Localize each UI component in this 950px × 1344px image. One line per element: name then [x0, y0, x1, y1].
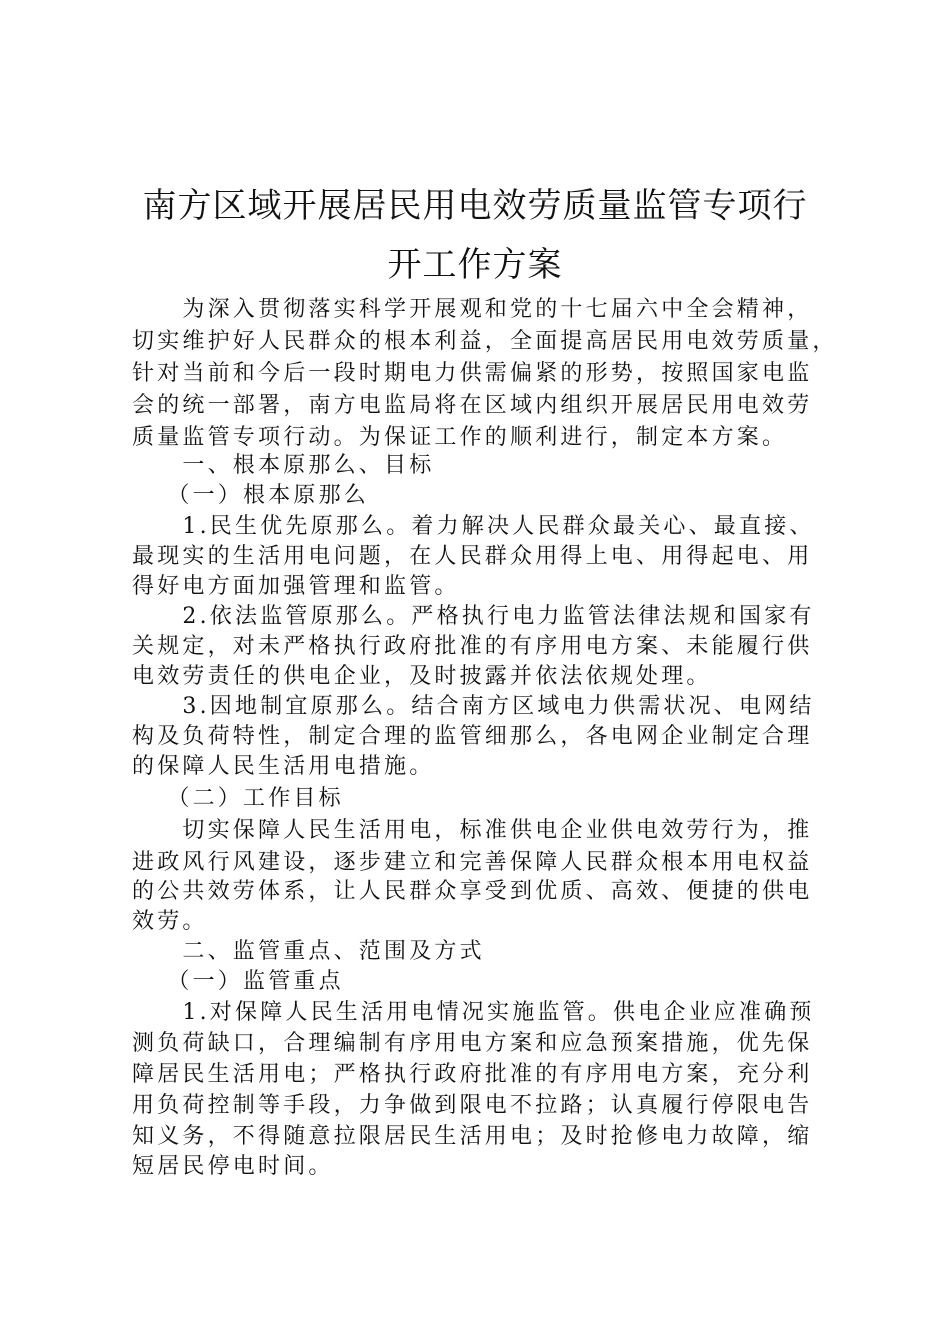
body-line: 针对当前和今后一段时期电力供需偏紧的形势，按照国家电监: [132, 361, 813, 386]
document-title-line-2: 开工作方案: [387, 245, 563, 285]
section-heading: 二、监管重点、范围及方式: [132, 939, 485, 964]
body-line: 知义务，不得随意拉限居民生活用电；及时抢修电力故障，缩: [132, 1124, 813, 1149]
body-line: 2.依法监管原那么。严格执行电力监管法律法规和国家有: [132, 604, 815, 629]
subsection-heading: （二）工作目标: [132, 786, 344, 811]
body-line: 会的统一部署，南方电监局将在区域内组织开展居民用电效劳: [132, 393, 813, 418]
body-line: 的保障人民生活用电措施。: [132, 754, 435, 779]
body-line: 的公共效劳体系，让人民群众享受到优质、高效、便捷的供电: [132, 879, 813, 904]
subsection-heading: （一）监管重点: [132, 969, 344, 994]
body-line: 3.因地制宜原那么。结合南方区域电力供需状况、电网结: [132, 694, 815, 719]
body-line: 测负荷缺口，合理编制有序用电方案和应急预案措施，优先保: [132, 1031, 813, 1056]
body-line: 电效劳责任的供电企业，及时披露并依法依规处理。: [132, 664, 712, 689]
body-line: 切实保障人民生活用电，标准供电企业供电效劳行为，推: [132, 818, 813, 843]
body-line: 切实维护好人民群众的根本利益，全面提高居民用电效劳质量，: [132, 329, 838, 354]
body-line: 关规定，对未严格执行政府批准的有序用电方案、未能履行供: [132, 634, 813, 659]
subsection-heading: （一）根本原那么: [132, 483, 369, 508]
body-line: 为深入贯彻落实科学开展观和党的十七届六中全会精神，: [132, 297, 813, 322]
body-line: 用负荷控制等手段，力争做到限电不拉路；认真履行停限电告: [132, 1093, 813, 1118]
body-line: 1.民生优先原那么。着力解决人民群众最关心、最直接、: [132, 514, 815, 539]
section-heading: 一、根本原那么、目标: [132, 453, 435, 478]
body-line: 构及负荷特性，制定合理的监管细那么，各电网企业制定合理: [132, 724, 813, 749]
body-line: 得好电方面加强管理和监管。: [132, 574, 460, 599]
body-line: 质量监管专项行动。为保证工作的顺利进行，制定本方案。: [132, 425, 788, 450]
body-line: 最现实的生活用电问题，在人民群众用得上电、用得起电、用: [132, 544, 813, 569]
body-line: 效劳。: [132, 909, 208, 934]
body-line: 障居民生活用电；严格执行政府批准的有序用电方案，充分利: [132, 1062, 813, 1087]
body-line: 短居民停电时间。: [132, 1154, 334, 1179]
body-line: 进政风行风建设，逐步建立和完善保障人民群众根本用电权益: [132, 850, 813, 875]
body-line: 1.对保障人民生活用电情况实施监管。供电企业应准确预: [132, 1000, 815, 1025]
document-title-line-1: 南方区域开展居民用电效劳质量监管专项行: [142, 186, 808, 226]
